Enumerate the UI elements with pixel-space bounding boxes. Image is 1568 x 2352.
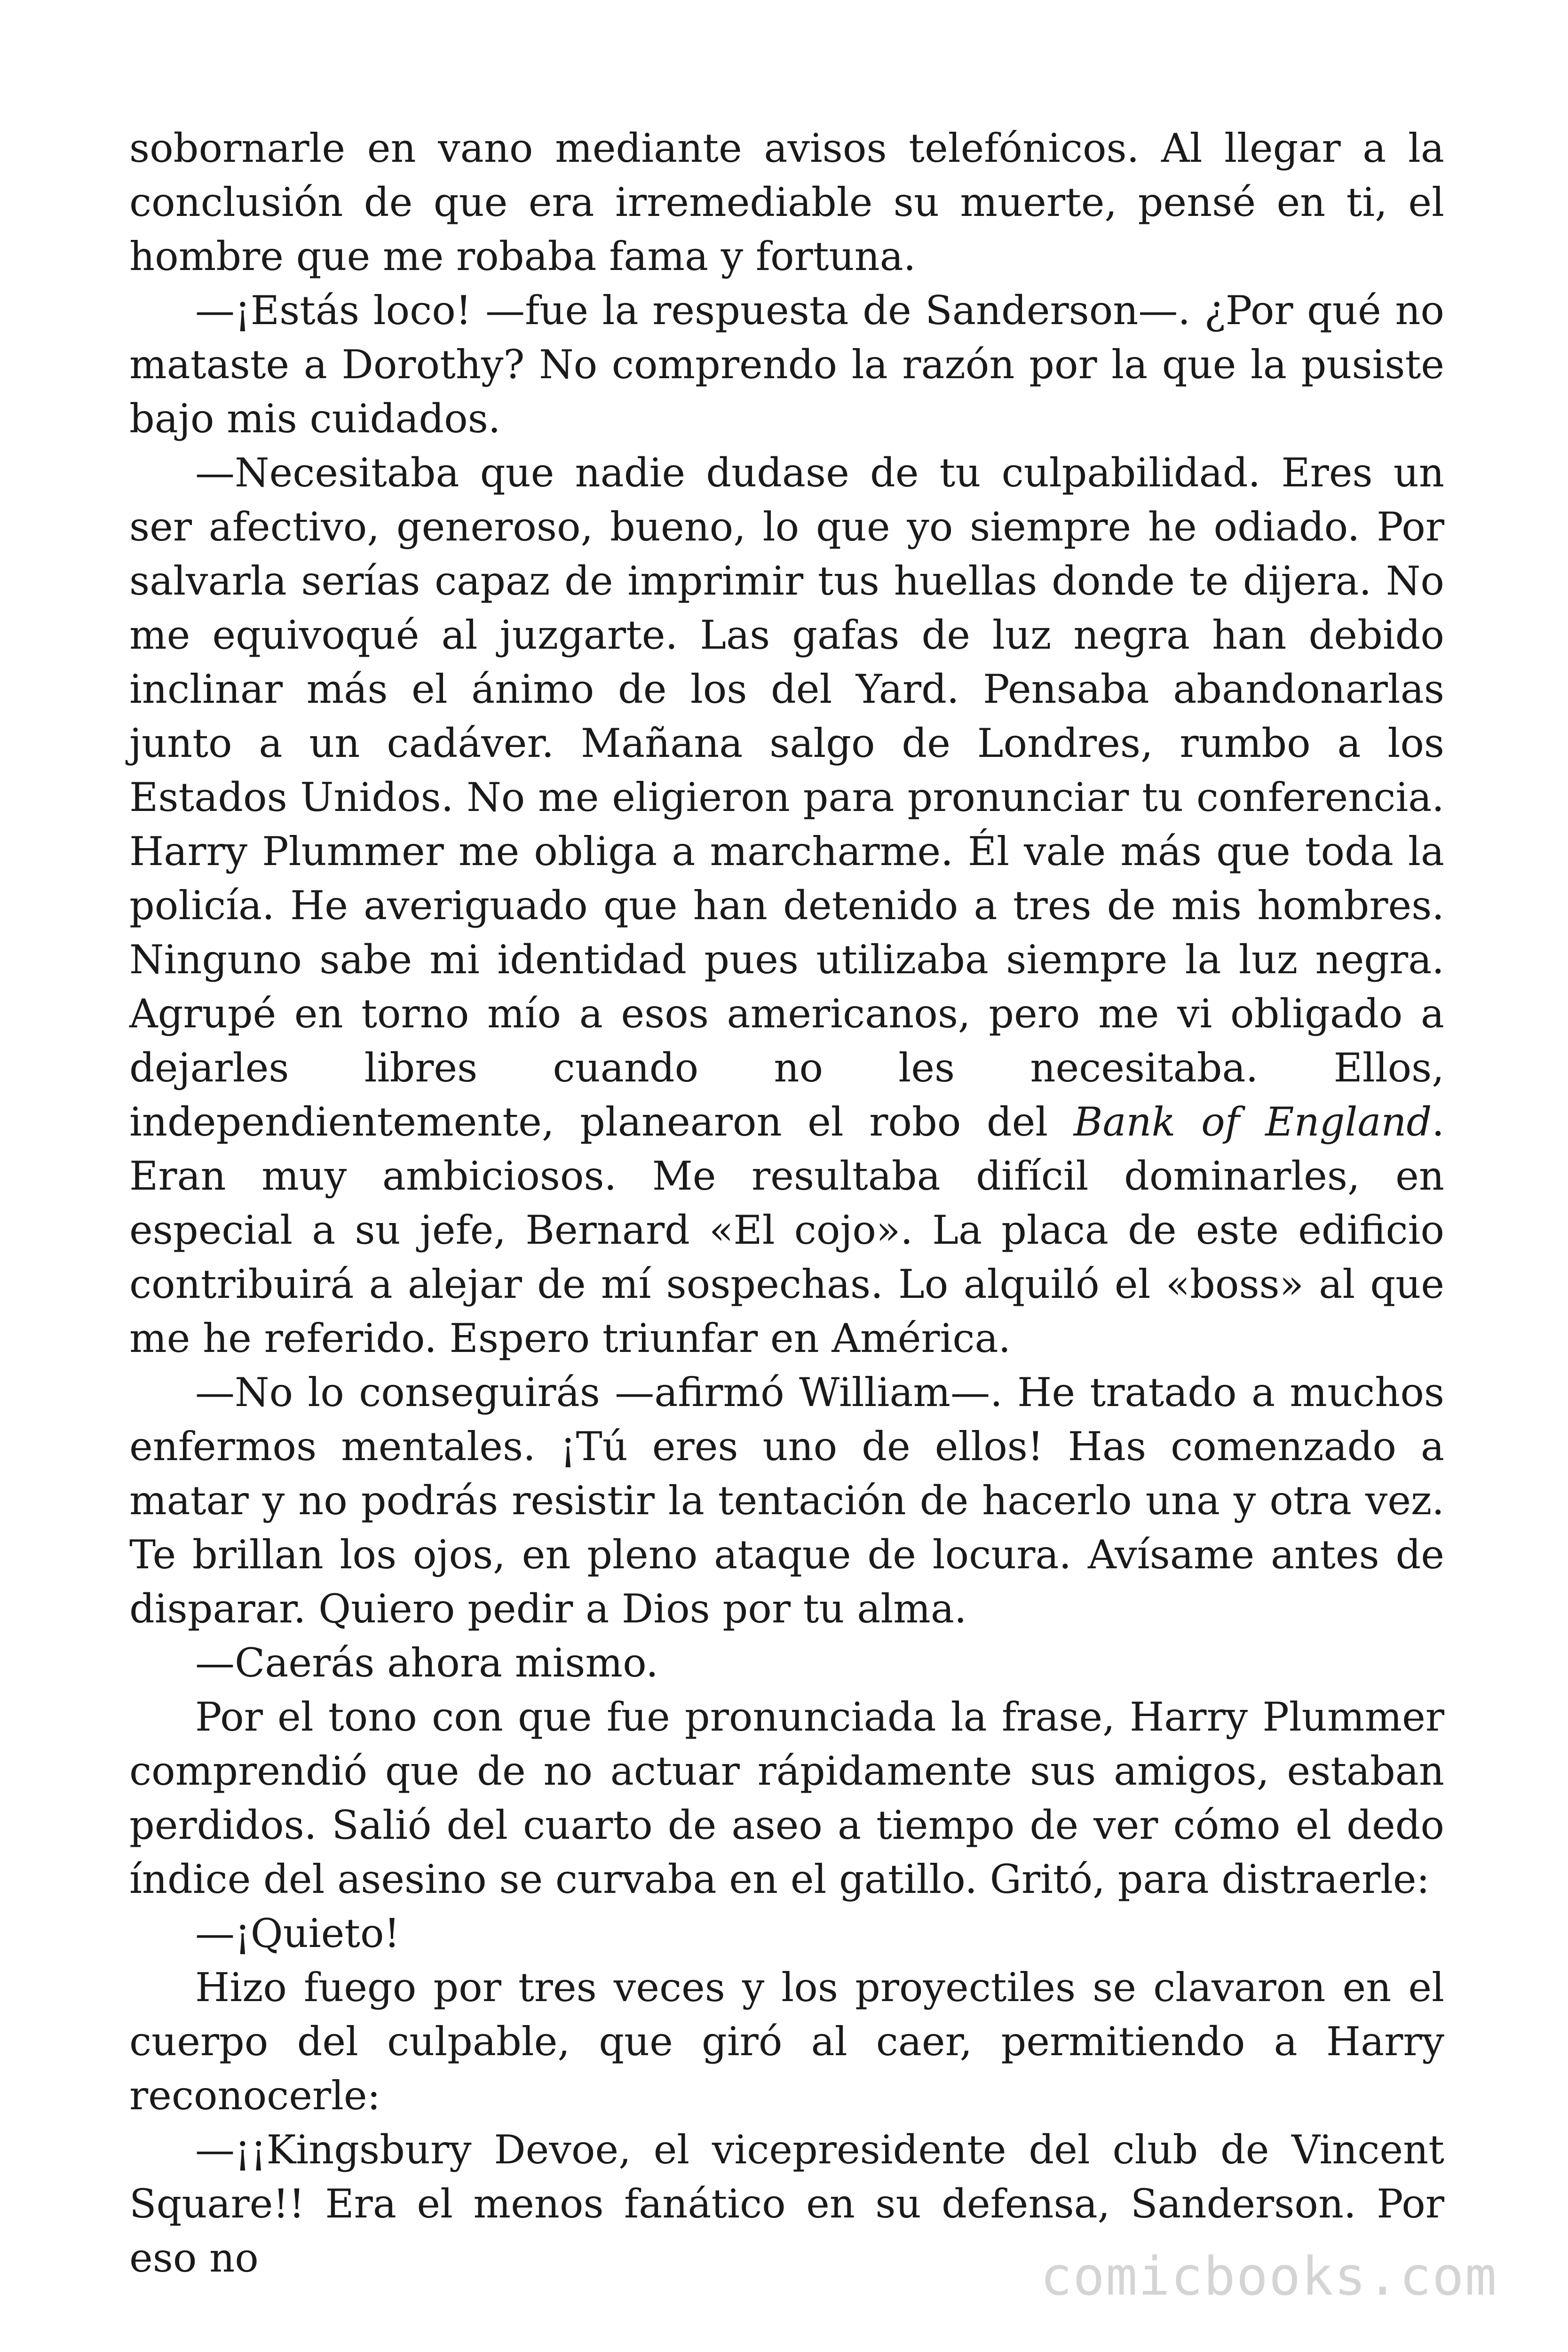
paragraph xyxy=(129,121,1444,284)
text-segment: . Eran muy ambiciosos. Me resultaba difícil dominarles, en especial a su jefe, Bernard «El cojo». La placa de este edificio contribuirá a alejar de mí sospechas. Lo alquiló el «boss» al que me he referido. Espero triunfar en América. xyxy=(129,1099,1444,1361)
watermark: comicbooks.com xyxy=(1040,2246,1497,2307)
paragraph xyxy=(129,284,1444,446)
paragraph xyxy=(129,1366,1444,1636)
text-segment: sobornarle en vano mediante avisos telefónicos. Al llegar a la conclusión de que era irremediable su muerte, pensé en ti, el hombre que me robaba fama y fortuna. xyxy=(129,125,1444,279)
paragraph xyxy=(129,446,1444,1366)
paragraph xyxy=(129,1961,1444,2123)
text-segment: —Caerás ahora mismo. xyxy=(195,1640,658,1686)
text-segment: Hizo fuego por tres veces y los proyectiles se clavaron en el cuerpo del culpable, que giró al caer, permitiendo a Harry reconocerle: xyxy=(129,1964,1444,2119)
page-text xyxy=(129,121,1444,2285)
text-segment: —No lo conseguirás —afirmó William—. He tratado a muchos enfermos mentales. ¡Tú eres uno de ellos! Has comenzado a matar y no podrás resistir la tentación de hacerlo una y otra vez. Te brillan los ojos, en pleno ataque de locura. Avísame antes de disparar. Quiero pedir a Dios por tu alma. xyxy=(129,1369,1444,1632)
text-segment: Por el tono con que fue pronunciada la frase, Harry Plummer comprendió que de no actuar rápidamente sus amigos, estaban perdidos. Salió del cuarto de aseo a tiempo de ver cómo el dedo índice del asesino se curvaba en el gatillo. Gritó, para distraerle: xyxy=(129,1694,1444,1902)
paragraph xyxy=(129,1907,1444,1961)
paragraph xyxy=(129,1636,1444,1690)
text-segment: —¡Quieto! xyxy=(195,1910,400,1956)
italic-text: Bank of England xyxy=(1073,1099,1432,1145)
paragraph xyxy=(129,1690,1444,1907)
text-segment: —Necesitaba que nadie dudase de tu culpabilidad. Eres un ser afectivo, generoso, bueno, lo que yo siempre he odiado. Por salvarla serías capaz de imprimir tus huellas donde te dijera. No me equivoqué al juzgarte. Las gafas de luz negra han debido inclinar más el ánimo de los del Yard. Pensaba abandonarlas junto a un cadáver. Mañana salgo de Londres, rumbo a los Estados Unidos. No me eligieron para pronunciar tu conferencia. Harry Plummer me obliga a marcharme. Él vale más que toda la policía. He averiguado que han detenido a tres de mis hombres. Ninguno sabe mi identidad pues utilizaba siempre la luz negra. Agrupé en torno mío a esos americanos, pero me vi obligado a dejarles libres cuando no les necesitaba. Ellos, independientemente, planearon el robo del xyxy=(129,450,1444,1145)
text-segment: —¡Estás loco! —fue la respuesta de Sanderson—. ¿Por qué no mataste a Dorothy? No comprendo la razón por la que la pusiste bajo mis cuidados. xyxy=(129,287,1444,442)
text-segment: —¡¡Kingsbury Devoe, el vicepresidente del club de Vincent Square!! Era el menos fanático en su defensa, Sanderson. Por eso no xyxy=(129,2127,1444,2281)
